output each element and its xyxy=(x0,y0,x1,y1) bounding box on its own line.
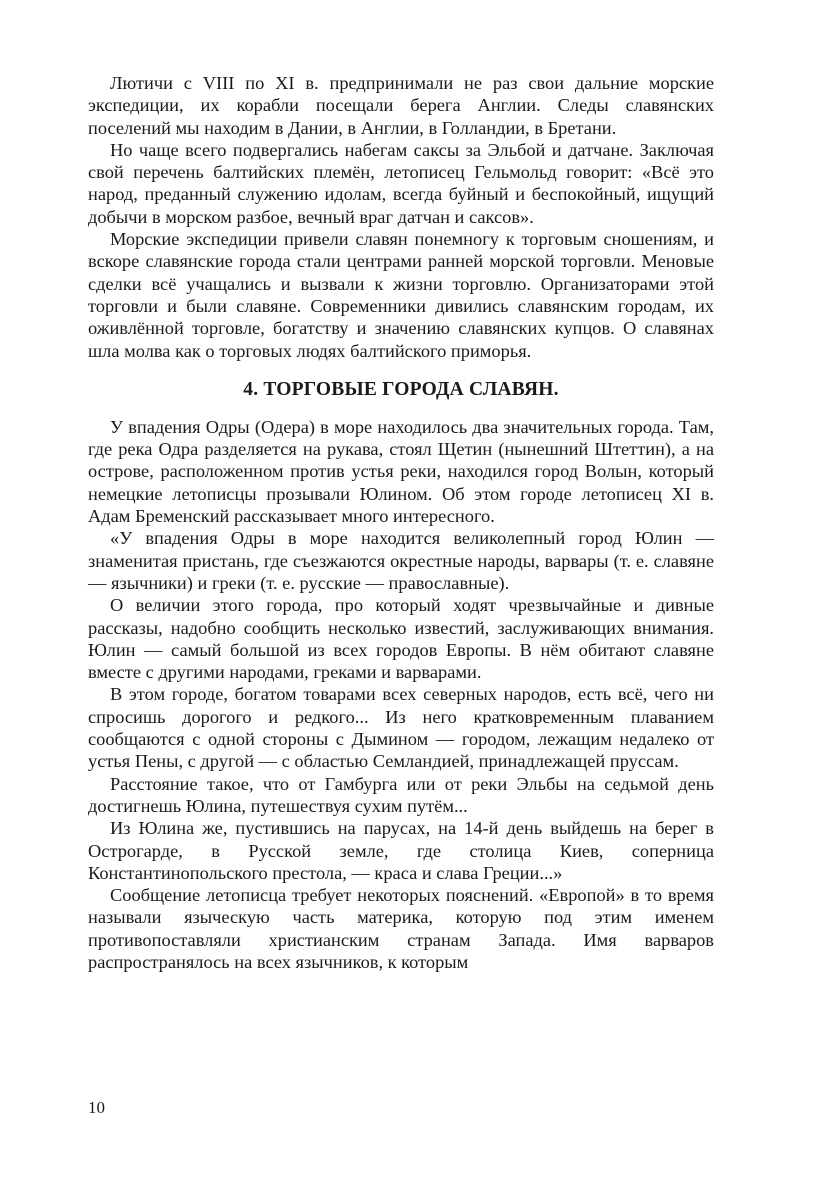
paragraph-explanation: Сообщение летописца требует некоторых пояснений. «Европой» в то время называли языческую часть материка, которую под этим именем противопоставляли христианским странам Запада. Имя варваров распространялось на всех язычников, к которым xyxy=(88,885,714,972)
page-number: 10 xyxy=(88,1098,105,1117)
paragraph-greatness: О величии этого города, про который ходят чрезвычайные и дивные рассказы, надобно сообщить несколько известий, заслуживающих внимания. Юлин — самый большой из всех городов Европы. В нём обитают славяне вместе с другими народами, греками и варварами. xyxy=(88,595,714,683)
paragraph-goods: В этом городе, богатом товарами всех северных народов, есть всё, чего ни спросишь дорогого и редкого... Из него кратковременным плаванием сообщаются с одной стороны с Дымином — городом, лежащим недалеко от устья Пены, с другой — с областью Семландией, принадлежащей пруссам. xyxy=(88,684,714,772)
paragraph-odra: У впадения Одры (Одера) в море находилось два значительных города. Там, где река Одра разделяется на рукава, стоял Щетин (нынешний Штеттин), а на острове, расположенном против устья реки, находился город Волын, который немецкие летописцы прозывали Юлином. Об этом городе летописец XI в. Адам Бременский рассказывает много интересного. xyxy=(88,416,714,527)
paragraph-trade: Морские экспедиции привели славян понемногу к торговым сношениям, и вскоре славянские города стали центрами ранней морской торговли. Меновые сделки всё учащались и вызвали к жизни торговлю. Организаторами этой торговли и были славяне. Современники дивились славянским городам, их оживлённой торговле, богатству и значению славянских купцов. О славянах шла молва как о торговых людях балтийского приморья. xyxy=(88,229,714,361)
paragraph-distance: Расстояние такое, что от Гамбурга или от реки Эльбы на седьмой день достигнешь Юлина, путешествуя сухим путём... xyxy=(88,773,714,816)
paragraph-lutichi: Лютичи с VIII по XI в. предпринимали не раз свои дальние морские экспедиции, их корабли посещали берега Англии. Следы славянских поселений мы находим в Дании, в Англии, в Голландии, в Бретани. xyxy=(88,73,714,138)
section-heading: 4. ТОРГОВЫЕ ГОРОДА СЛАВЯН. xyxy=(243,378,559,400)
paragraph-raids: Но чаще всего подвергались набегам саксы за Эльбой и датчане. Заключая свой перечень балтийских племён, летописец Гельмольд говорит: «Всё это народ, преданный служению идолам, всегда буйный и беспокойный, ищущий добычи в морском разбое, вечный враг датчан и саксов». xyxy=(88,139,714,227)
paragraph-sailing: Из Юлина же, пустившись на парусах, на 14-й день выйдешь на берег в Острогарде, в Русской земле, где столица Киев, соперница Константинопольского престола, — краса и слава Греции...» xyxy=(88,818,714,883)
paragraph-quote-julin: «У впадения Одры в море находится великолепный город Юлин — знаменитая пристань, где съезжаются окрестные народы, варвары (т. е. славяне — язычники) и греки (т. е. русские — православные). xyxy=(88,528,714,593)
document-page xyxy=(88,72,714,973)
